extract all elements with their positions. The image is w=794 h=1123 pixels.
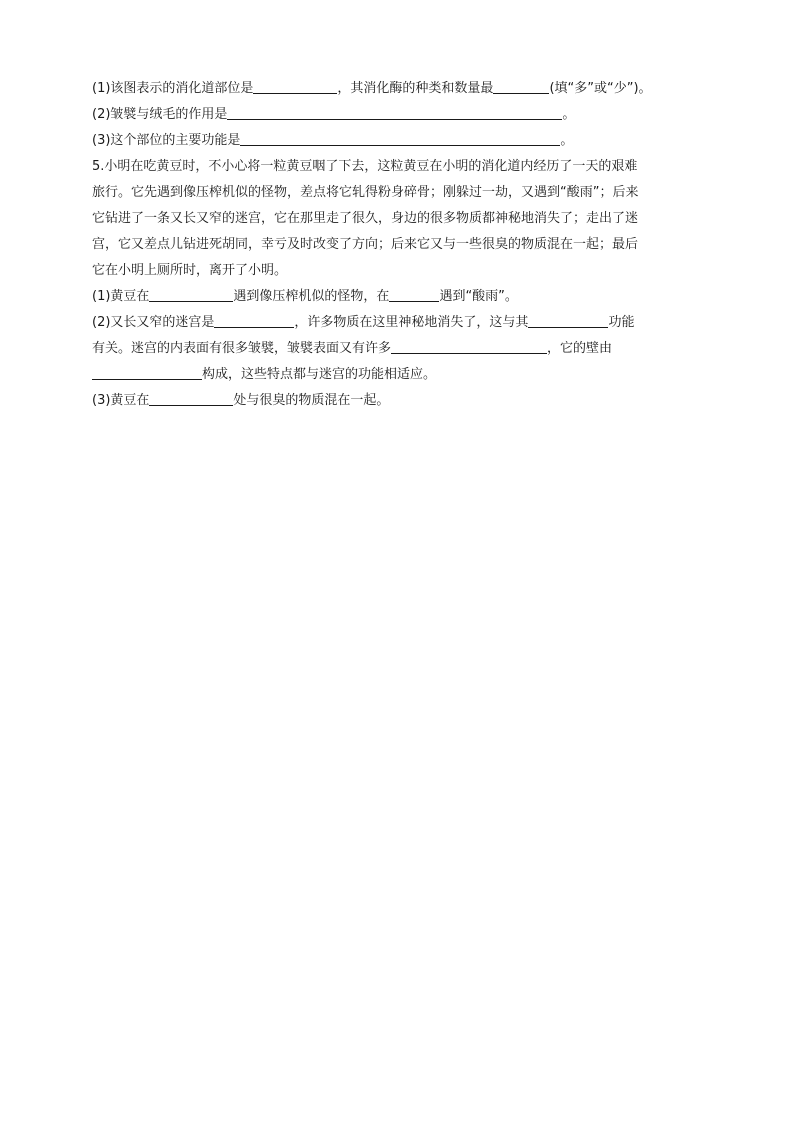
q5-part2-line-3 [92, 362, 704, 388]
q4-part1-blank-1[interactable] [253, 77, 337, 94]
q5-part1 [92, 284, 704, 310]
q5-stem-line-4: 宫，它又差点儿钻进死胡同，幸亏及时改变了方向；后来它又与一些很臭的物质混在一起；最后 [92, 237, 639, 252]
q5-part1-blank-2[interactable] [389, 285, 439, 302]
q5-part2-blank-3[interactable] [391, 337, 547, 354]
q5-part2-text-a: (2)又长又窄的迷宫是 [92, 315, 215, 330]
q5-stem-line-5: 它在小明上厕所时，离开了小明。 [92, 263, 288, 278]
q4-part1-text-a: (1)该图表示的消化道部位是 [92, 81, 254, 96]
q5-part2-text-f: 构成，这些特点都与迷宫的功能相适应。 [202, 367, 437, 382]
q5-part3-text-b: 处与很臭的物质混在一起。 [233, 393, 390, 408]
q4-part3-text-a: (3)这个部位的主要功能是 [92, 133, 241, 148]
q4-part2-blank[interactable] [227, 103, 562, 120]
q4-part1-text-b: ，其消化酶的种类和数量最 [337, 81, 494, 96]
q5-stem-line-1: 5.小明在吃黄豆时，不小心将一粒黄豆咽了下去，这粒黄豆在小明的消化道内经历了一天的艰难 [92, 159, 638, 174]
q4-part2 [92, 102, 704, 128]
q5-part2-blank-2[interactable] [528, 311, 608, 328]
q4-part2-text-a: (2)皱襞与绒毛的作用是 [92, 107, 228, 122]
q5-part1-text-c: 遇到“酸雨”。 [439, 289, 518, 304]
q5-part2-line-2 [92, 336, 704, 362]
q4-part3 [92, 128, 704, 154]
q5-part1-text-b: 遇到像压榨机似的怪物，在 [233, 289, 390, 304]
q5-part2-line-1 [92, 310, 704, 336]
q5-part2-text-e: ，它的壁由 [547, 341, 613, 356]
q4-part2-text-b: 。 [562, 107, 576, 122]
worksheet-page [92, 76, 704, 414]
q4-part1 [92, 76, 704, 102]
q5-part1-blank-1[interactable] [149, 285, 233, 302]
q5-part1-text-a: (1)黄豆在 [92, 289, 150, 304]
q5-part2-text-b: ，许多物质在这里神秘地消失了，这与其 [294, 315, 529, 330]
q5-stem-line-2: 旅行。它先遇到像压榨机似的怪物，差点将它轧得粉身碎骨；刚躲过一劫，又遇到“酸雨”；后来 [92, 185, 639, 200]
q5-part3 [92, 388, 704, 414]
q5-part2-text-c: 功能 [608, 315, 635, 330]
q5-part3-blank[interactable] [149, 389, 233, 406]
q5-part3-text-a: (3)黄豆在 [92, 393, 150, 408]
q4-part1-blank-2[interactable] [493, 77, 549, 94]
q5-part2-text-d: 有关。迷宫的内表面有很多皱襞，皱襞表面又有许多 [92, 341, 392, 356]
q5-part2-blank-1[interactable] [214, 311, 294, 328]
q5-part2-blank-4[interactable] [92, 363, 202, 380]
q5-stem-line-3: 它钻进了一条又长又窄的迷宫，它在那里走了很久，身边的很多物质都神秘地消失了；走出了迷 [92, 211, 639, 226]
q4-part3-blank[interactable] [240, 129, 560, 146]
q4-part1-text-c: (填“多”或“少”)。 [549, 81, 652, 96]
q4-part3-text-b: 。 [560, 133, 574, 148]
